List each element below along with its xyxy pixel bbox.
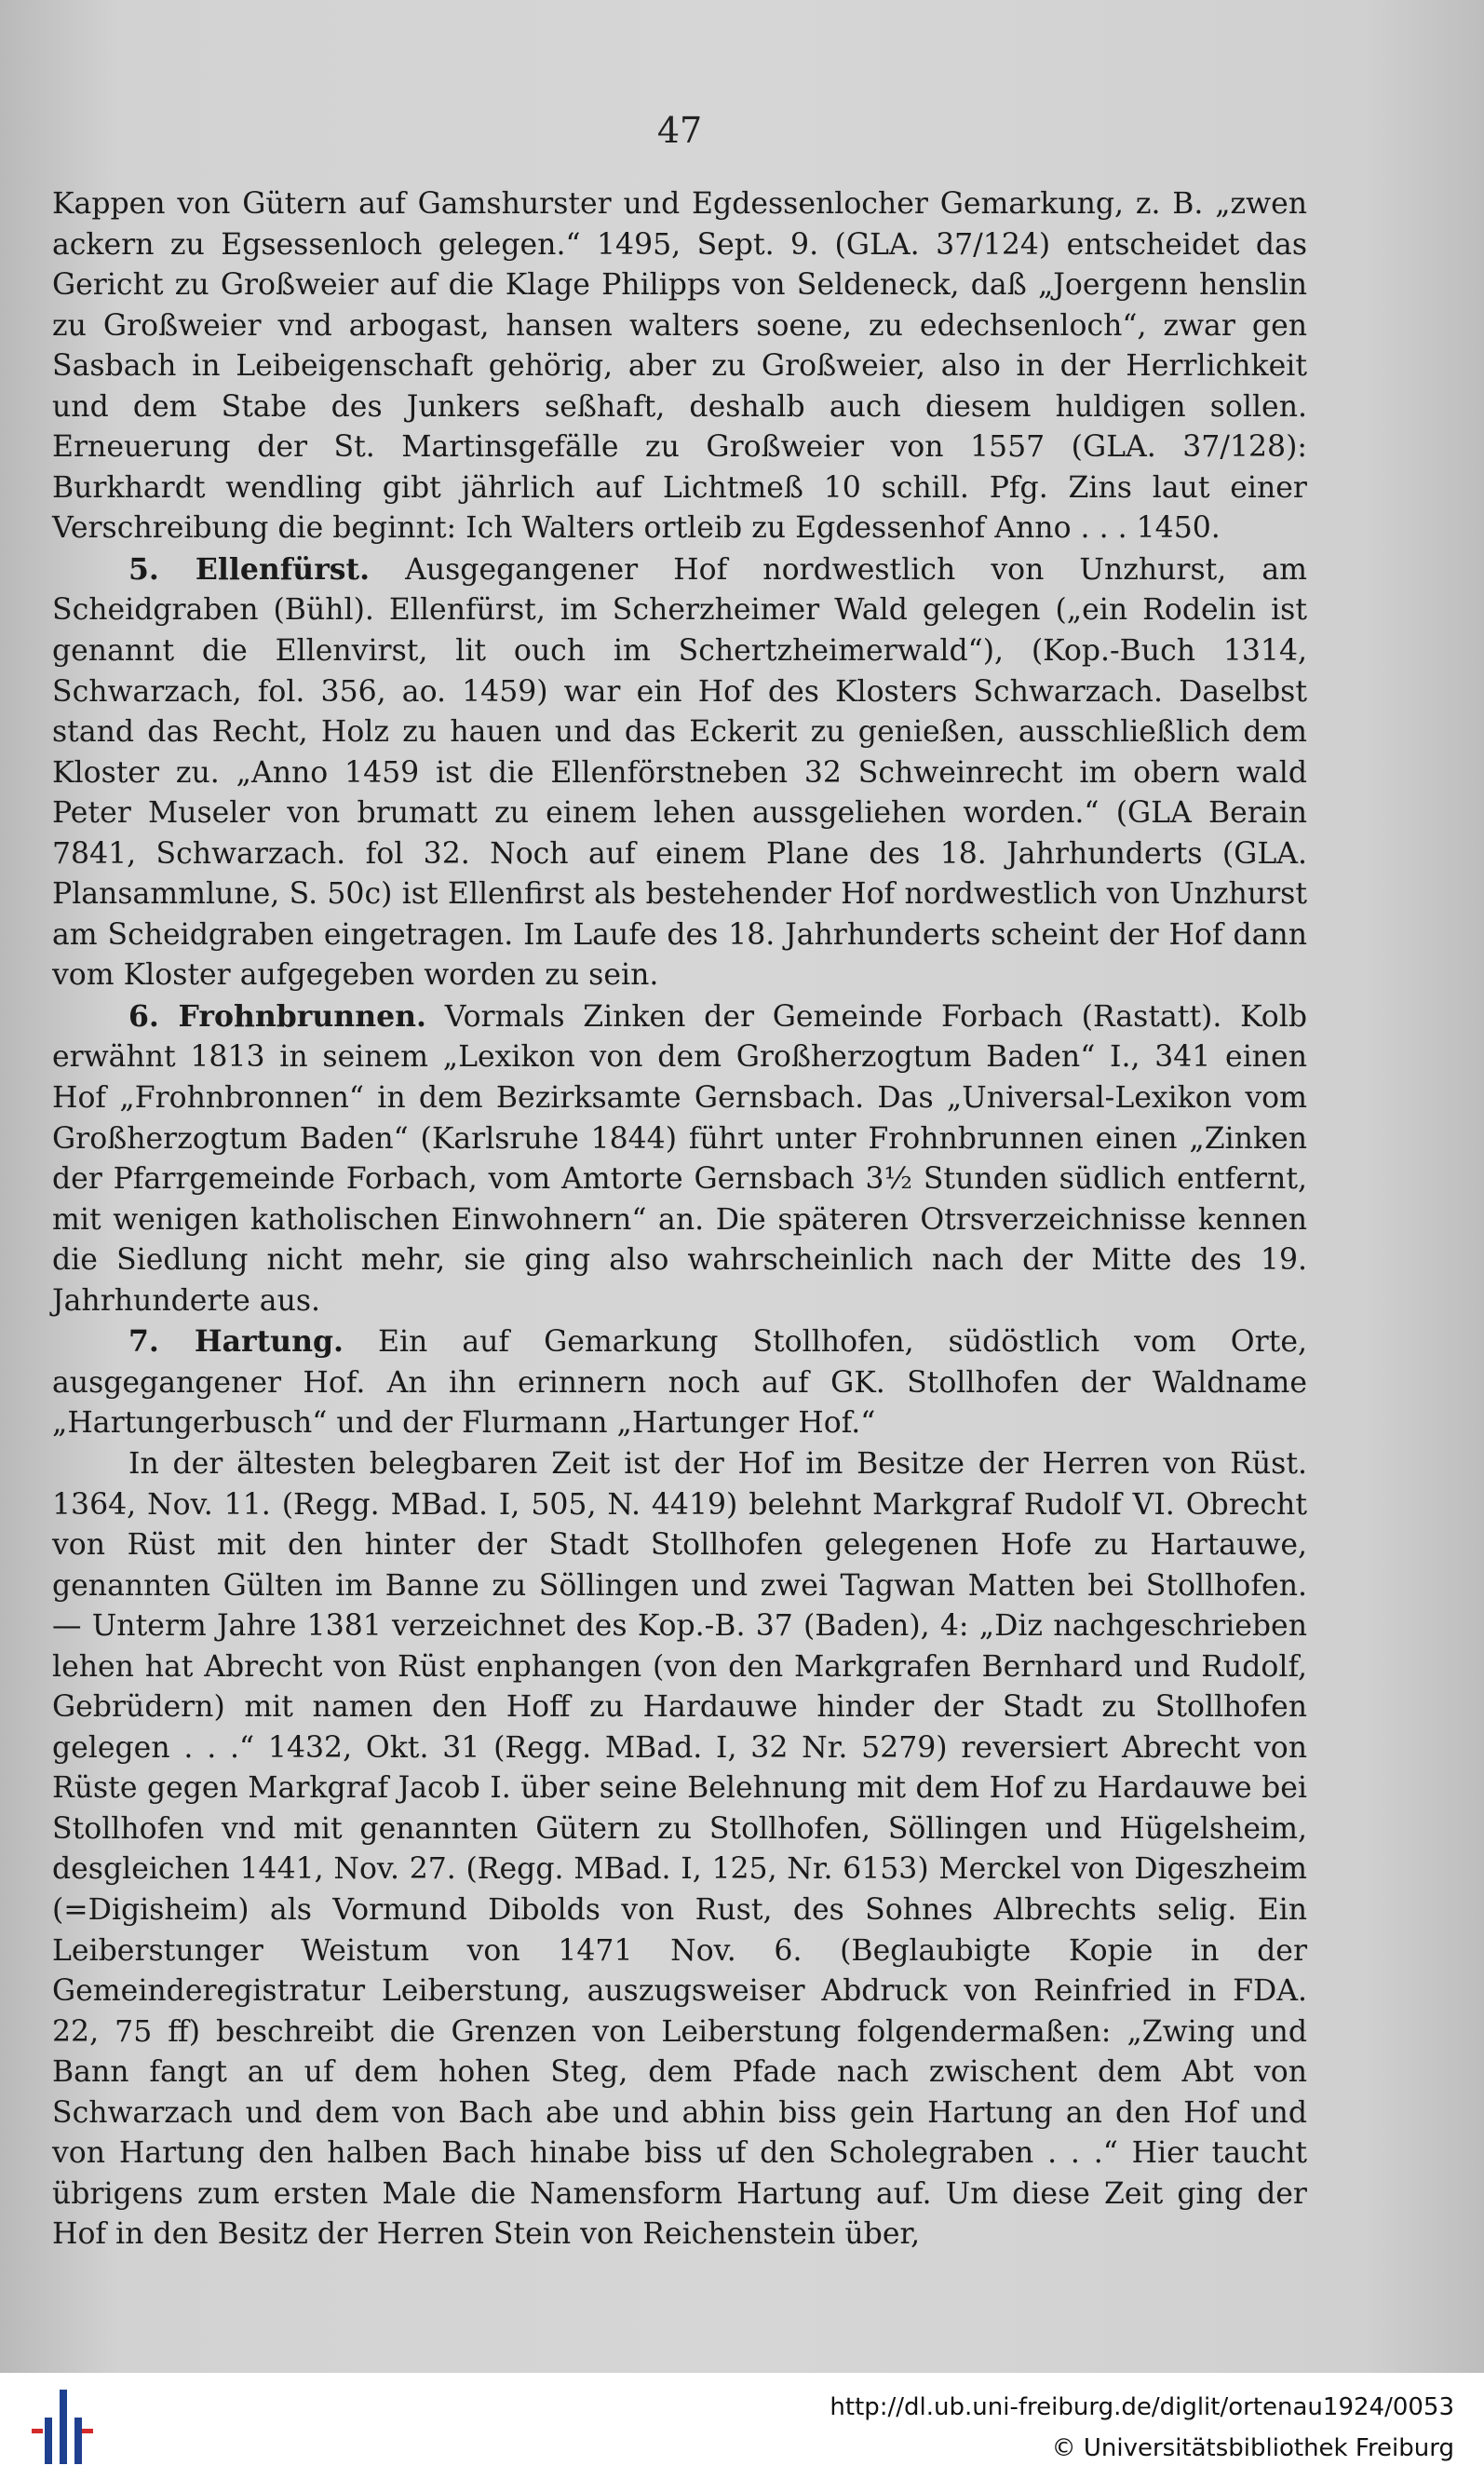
paragraph-text: Ausgegangener Hof nordwestlich von Unzhurst, am Scheidgraben (Bühl). Ellenfürst, im Scherzheimer Wald gelegen („ein Rodelin ist genannt die Ellenvirst, lit ouch im Schertzheimerwald“), (Kop.-Buch 1314, Schwarzach, fol. 356, ao. 1459) war ein Hof des Klosters Schwarzach. Daselbst stand das Recht, Holz zu hauen und das Eckerit zu genießen, ausschließlich dem Kloster zu. „Anno 1459 ist die Ellenförstneben 32 Schweinrecht im obern wald Peter Museler von brumatt zu einem lehen aussgeliehen worden.“ (GLA Berain 7841, Schwarzach. fol 32. Noch auf einem Plane des 18. Jahrhunderts (GLA. Plansammlune, S. 50c) ist Ellenfirst als bestehender Hof nordwestlich von Unzhurst am Scheidgraben eingetragen. Im Laufe des 18. Jahrhunderts scheint der Hof dann vom Kloster aufgegeben worden zu sein. <box>52 552 1307 993</box>
paragraph-text: In der ältesten belegbaren Zeit ist der Hof im Besitze der Herren von Rüst. 1364, Nov. 11. (Regg. MBad. I, 505, N. 4419) belehnt Markgraf Rudolf VI. Obrecht von Rüst mit den hinter der Stadt Stollhofen gelegenen Hofe zu Hartauwe, genannten Gülten im Banne zu Söllingen und zwei Tagwan Matten bei Stollhofen. — Unterm Jahre 1381 verzeichnet des Kop.-B. 37 (Baden), 4: „Diz nachgeschrieben lehen hat Abrecht von Rüst enphangen (von den Markgrafen Bernhard und Rudolf, Gebrüdern) mit namen den Hoff zu Hardauwe hinder der Stadt zu Stollhofen gelegen . . .“ 1432, Okt. 31 (Regg. MBad. I, 32 Nr. 5279) reversiert Abrecht von Rüste gegen Markgraf Jacob I. über seine Belehnung mit dem Hof zu Hardauwe bei Stollhofen vnd mit genannten Gütern zu Stollhofen, Söllingen und Hügelsheim, desgleichen 1441, Nov. 27. (Regg. MBad. I, 125, Nr. 6153) Merckel von Digeszheim (=Digisheim) als Vormund Dibolds von Rust, des Sohnes Albrechts selig. Ein Leiberstunger Weistum von 1471 Nov. 6. (Beglaubigte Kopie in der Gemeinderegistratur Leiberstung, auszugsweiser Abdruck von Reinfried in FDA. 22, 75 ff) beschreibt die Grenzen von Leiberstung folgendermaßen: „Zwing und Bann fangt an uf dem hohen Steg, dem Pfade nach zwischent dem Abt von Schwarzach und dem von Bach abe und abhin biss gein Hartung an den Hof und von Hartung den halben Bach hinabe biss uf den Scholegraben . . .“ Hier taucht übrigens zum ersten Male die Namensform Hartung auf. Um diese Zeit ging der Hof in den Besitz der Herren Stein von Reichenstein über, <box>52 1446 1307 2252</box>
paragraph-frohnbrunnen <box>52 996 1307 1321</box>
document-url-link[interactable]: http://dl.ub.uni-freiburg.de/diglit/ortenau1924/0053 <box>830 2393 1454 2421</box>
paragraph-text: Kappen von Gütern auf Gamshurster und Egdessenlocher Gemarkung, z. B. „zwen ackern zu Egsessenloch gelegen.“ 1495, Sept. 9. (GLA. 37/124) entscheidet das Gericht zu Großweier auf die Klage Philipps von Seldeneck, daß „Joergenn henslin zu Großweier vnd arbogast, hansen walters soene, zu edechsenloch“, zwar gen Sasbach in Leibeigenschaft gehörig, aber zu Großweier, also in der Herrlichkeit und dem Stabe des Junkers seßhaft, deshalb auch diesem huldigen sollen. Erneuerung der St. Martinsgefälle zu Großweier von 1557 (GLA. 37/128): Burkhardt wendling gibt jährlich auf Lichtmeß 10 schill. Pfg. Zins laut einer Verschreibung die beginnt: Ich Walters ortleib zu Egdessenhof Anno . . . 1450. <box>52 187 1307 546</box>
section-heading: 7. Hartung. <box>128 1324 344 1360</box>
copyright-notice: © Universitätsbibliothek Freiburg <box>1051 2434 1454 2462</box>
paragraph-hartung <box>52 1321 1307 1444</box>
ub-freiburg-logo-icon[interactable] <box>32 2390 93 2464</box>
paragraph-hartung-history <box>52 1444 1307 2255</box>
paragraph-intro <box>52 184 1307 549</box>
body-text <box>52 184 1307 2255</box>
paragraph-ellenfuerst <box>52 549 1307 996</box>
section-heading: 6. Frohnbrunnen. <box>128 998 427 1034</box>
viewer-footer <box>0 2373 1484 2479</box>
page-number: 47 <box>656 110 703 151</box>
section-heading: 5. Ellenfürst. <box>128 551 371 587</box>
paragraph-text: Ein auf Gemarkung Stollhofen, südöstlich vom Orte, ausgegangener Hof. An ihn erinnern noch auf GK. Stollhofen der Waldname „Hartungerbusch“ und der Flurmann „Hartunger Hof.“ <box>52 1325 1307 1441</box>
paragraph-text: Vormals Zinken der Gemeinde Forbach (Rastatt). Kolb erwähnt 1813 in seinem „Lexikon von dem Großherzogtum Baden“ I., 341 einen Hof „Frohnbronnen“ in dem Bezirksamte Gernsbach. Das „Universal-Lexikon vom Großherzogtum Baden“ (Karlsruhe 1844) führt unter Frohnbrunnen einen „Zinken der Pfarrgemeinde Forbach, vom Amtorte Gernsbach 3½ Stunden südlich entfernt, mit wenigen katholischen Einwohnern“ an. Die späteren Otrsverzeichnisse kennen die Siedlung nicht mehr, sie ging also wahrscheinlich nach der Mitte des 19. Jahrhunderte aus. <box>52 999 1308 1318</box>
